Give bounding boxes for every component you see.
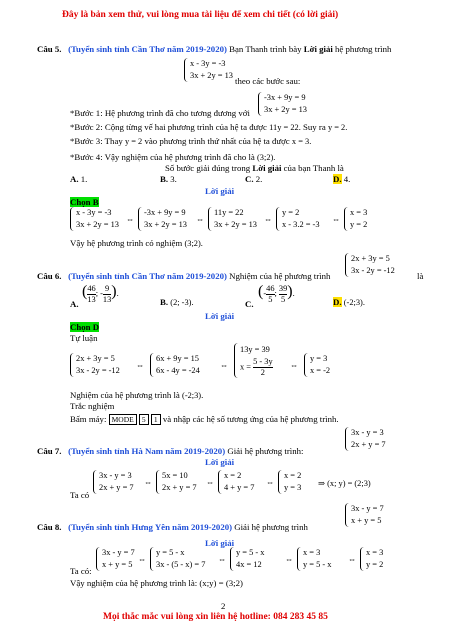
q5-opt-c-label: C. <box>245 174 254 184</box>
equiv-icon: ⇔ <box>332 215 341 224</box>
q5-step2-text: *Bước 2: Cộng từng vế hai phương trình của hệ ta được <box>70 122 267 132</box>
q8-c4b: y = 5 - x <box>303 560 332 569</box>
q5-opt-c-value: 2. <box>255 174 263 184</box>
question-7-heading <box>37 446 303 456</box>
q8-c1b: x + y = 5 <box>102 560 133 569</box>
equiv-icon: ⇔ <box>196 215 205 224</box>
header-banner: Đây là bản xem thử, vui lòng mua tài liệu để xem chi tiết (có lời giải) <box>62 10 339 20</box>
q6-tuluan: Tự luận <box>70 333 98 343</box>
q5-eq2: 3x + 2y = 13 <box>190 71 233 80</box>
q5-number: Câu 5. <box>37 44 62 54</box>
q5-step3-text2: vào phương trình thứ nhất của hệ ta được <box>144 136 290 146</box>
q8-number: Câu 8. <box>37 522 62 532</box>
q8-chain-2 <box>150 547 205 571</box>
q8-chain-4 <box>297 547 331 571</box>
q7-c4b: y = 3 <box>284 483 302 492</box>
key-5: 5 <box>139 414 149 425</box>
q6-c1a: 2x + 3y = 5 <box>76 354 115 363</box>
q5-step3-text: *Bước 3: Thay <box>70 136 123 146</box>
q5-concl-math: (3;2). <box>184 239 203 248</box>
q7-c3a: x = 2 <box>224 471 242 480</box>
q8-source: (Tuyển sinh tỉnh Hưng Yên năm 2019-2020) <box>68 522 233 532</box>
q5-eq4: 3x + 2y = 13 <box>264 105 307 114</box>
q6-loigiai: Lời giải <box>205 311 235 321</box>
q5-chon: Chọn B <box>70 197 99 207</box>
q5-c3b: 3x + 2y = 13 <box>214 220 257 229</box>
q5-ask2: Lời giải <box>252 163 282 173</box>
q5-c5a: x = 3 <box>350 208 368 217</box>
q6-source: (Tuyển sinh tỉnh Cần Thơ năm 2019-2020) <box>68 271 227 281</box>
q5-text3: theo các bước sau: <box>235 76 301 86</box>
q6-chain-4 <box>304 353 330 377</box>
q7-source: (Tuyển sinh tỉnh Hà Nam năm 2019-2020) <box>68 446 226 456</box>
q7-chain-1 <box>93 470 134 494</box>
equiv-icon: ⇔ <box>126 215 135 224</box>
q6-option-b[interactable] <box>160 297 194 307</box>
q6-nghiem-text: Nghiệm của hệ phương trình là <box>70 390 180 400</box>
q5-step4 <box>70 152 275 162</box>
equiv-icon: ⇔ <box>144 478 153 487</box>
q7-c2b: 2x + y = 7 <box>162 483 197 492</box>
q5-step1: *Bước 1: Hệ phương trình đã cho tương đương với <box>70 108 250 118</box>
equiv-icon: ⇔ <box>138 555 147 564</box>
q5-opt-b-value: 3. <box>170 174 177 184</box>
q7-c4a: x = 2 <box>284 471 302 480</box>
q6-chain-1 <box>70 353 120 377</box>
q5-c1b: 3x + 2y = 13 <box>76 220 119 229</box>
q6-number: Câu 6. <box>37 271 62 281</box>
q6-eq2: 3x - 2y = -12 <box>351 266 395 275</box>
q5-opt-d-value: 4. <box>343 174 351 184</box>
q8-c4a: x = 3 <box>303 548 321 557</box>
equiv-icon: ⇔ <box>264 215 273 224</box>
q6-opt-b-label: B. <box>160 297 169 307</box>
q5-step4-text: *Bước 4: Vậy nghiệm của hệ phương trình đã cho là <box>70 152 255 162</box>
q8-c1a: 3x - y = 7 <box>102 548 135 557</box>
q8-c5a: x = 3 <box>366 548 384 557</box>
q7-result: ⇒ (x; y) = (2;3) <box>318 479 371 488</box>
equiv-icon: ⇔ <box>266 478 275 487</box>
q7-text: Giải hệ phương trình: <box>227 446 304 456</box>
q5-step4-math: (3;2). <box>257 153 276 162</box>
q6-bam <box>70 414 339 424</box>
q6-c4a: y = 3 <box>310 354 328 363</box>
q5-c1a: x - 3y = -3 <box>76 208 112 217</box>
q7-c2a: 5x = 10 <box>162 471 188 480</box>
q5-text2: hệ phương trình <box>335 44 392 54</box>
q5-option-a[interactable] <box>70 174 87 184</box>
q5-chain-2 <box>138 207 187 231</box>
equiv-icon: ⇔ <box>285 555 294 564</box>
q5-system <box>184 58 233 82</box>
q5-chain-4 <box>276 207 320 231</box>
q5-option-d[interactable] <box>333 174 350 184</box>
q5-chain-1 <box>70 207 119 231</box>
q8-eq2: x + y = 5 <box>351 516 382 525</box>
q5-ask3: của bạn Thanh là <box>283 163 344 173</box>
q5-c2a: -3x + 9y = 9 <box>144 208 186 217</box>
q5-option-b[interactable] <box>160 174 177 184</box>
q6-nghiem-math: (-2;3) <box>182 391 202 400</box>
q5-c3a: 11y = 22 <box>214 208 244 217</box>
q5-step2-suy: Suy ra <box>303 122 326 132</box>
q7-loigiai: Lời giải <box>205 457 235 467</box>
q5-opt-b-label: B. <box>160 174 169 184</box>
q7-c1a: 3x - y = 3 <box>99 471 132 480</box>
q6-eq1: 2x + 3y = 5 <box>351 254 390 263</box>
q5-c4b: x - 3.2 = -3 <box>282 220 320 229</box>
q5-c4a: y = 2 <box>282 208 300 217</box>
q6-c1b: 3x - 2y = -12 <box>76 366 120 375</box>
q5-source: (Tuyển sinh tỉnh Cần Thơ năm 2019-2020) <box>68 44 227 54</box>
q5-eq3: -3x + 9y = 9 <box>264 93 306 102</box>
equiv-icon: ⇔ <box>290 361 299 370</box>
q8-text: Giải hệ phương trình <box>234 522 308 532</box>
q5-loigiai: Lời giải <box>205 186 235 196</box>
page-number: 2 <box>221 601 226 611</box>
q6-opt-a-label: A. <box>70 299 79 309</box>
q8-conclusion: Vậy nghiệm của hệ phương trình là: (x;y) = (3;2) <box>70 578 243 588</box>
q6-chon: Chọn D <box>70 322 100 332</box>
q5-opt-a-label: A. <box>70 174 79 184</box>
key-1: 1 <box>151 414 161 425</box>
equiv-icon: ⇔ <box>348 555 357 564</box>
q6-opt-c-value: (- 46 5; 39 5 ). <box>258 283 295 304</box>
q5-c5b: y = 2 <box>350 220 368 229</box>
q8-c2b: 3x - (5 - x) = 7 <box>156 560 206 569</box>
q5-concl-text: Vậy hệ phương trình có nghiệm <box>70 238 183 248</box>
q6-c2a: 6x + 9y = 15 <box>156 354 199 363</box>
q5-text: Bạn Thanh trình bày <box>229 44 302 54</box>
q6-option-a[interactable] <box>70 299 79 309</box>
q8-loigiai: Lời giải <box>205 538 235 548</box>
q5-step3 <box>70 136 311 146</box>
q7-chain-4 <box>278 470 301 494</box>
footer-banner: Mọi thắc mắc vui lòng xin liên hệ hotline: 084 283 45 85 <box>103 612 328 622</box>
q5-eq1: x - 3y = -3 <box>190 59 226 68</box>
q6-system <box>345 253 395 277</box>
q5-chain-3 <box>208 207 257 231</box>
q7-c3b: 4 + y = 7 <box>224 483 255 492</box>
q5-step3-res: x = 3. <box>291 137 312 146</box>
question-8-heading <box>37 522 308 532</box>
q8-c2a: y = 5 - x <box>156 548 185 557</box>
q6-opt-d-value: (-2;3). <box>343 298 365 307</box>
q6-bam-text: Bấm máy: <box>70 414 107 424</box>
q5-bold: Lời giải <box>303 44 333 54</box>
q6-text: Nghiệm của hệ phương trình <box>229 271 331 281</box>
q8-c3b: 4x = 12 <box>236 560 262 569</box>
q6-option-c[interactable] <box>245 299 254 309</box>
equiv-icon: ⇔ <box>218 555 227 564</box>
q8-system <box>345 503 384 527</box>
q6-chain-2 <box>150 353 200 377</box>
q5-step3-math: y = 2 <box>124 137 143 146</box>
q8-c5b: y = 2 <box>366 560 384 569</box>
q5-chain-5 <box>344 207 367 231</box>
q8-chain-5 <box>360 547 383 571</box>
q5-c2b: 3x + 2y = 13 <box>144 220 187 229</box>
q6-chain-3 <box>234 343 273 378</box>
q6-c4b: x = -2 <box>310 366 331 375</box>
q7-taco: Ta có <box>70 490 90 500</box>
mode-key: MODE <box>109 414 137 425</box>
question-6-heading <box>37 271 330 281</box>
q6-c3b: x = 5 - 3y 2 <box>240 357 273 377</box>
question-5-heading <box>37 44 391 54</box>
q7-system <box>345 427 386 451</box>
q6-opt-b-value: (2; -3). <box>170 298 194 307</box>
q7-c1b: 2x + y = 7 <box>99 483 134 492</box>
q6-opt-a-value: ( 46 13; - 9 13). <box>82 283 119 304</box>
equiv-icon: ⇔ <box>206 478 215 487</box>
q5-step2-math: 11y = 22. <box>269 123 301 132</box>
q5-step2-res: y = 2. <box>327 123 348 132</box>
q7-eq2: 2x + y = 7 <box>351 440 386 449</box>
q6-tracnghiem: Trắc nghiệm <box>70 401 115 411</box>
equiv-icon: ⇔ <box>220 361 229 370</box>
q5-system2 <box>258 92 307 116</box>
q6-opt-c-label: C. <box>245 299 254 309</box>
q6-option-d[interactable] <box>333 297 365 307</box>
q7-chain-3 <box>218 470 254 494</box>
q6-la: là <box>417 271 424 281</box>
q8-chain-3 <box>230 547 264 571</box>
q6-nghiem: Nghiệm của hệ phương trình là (-2;3). <box>70 390 204 400</box>
q7-eq1: 3x - y = 3 <box>351 428 384 437</box>
q6-opt-d-label: D. <box>333 297 342 307</box>
q5-step2 <box>70 122 347 132</box>
q5-opt-d-label: D. <box>333 174 342 184</box>
q5-conclusion <box>70 238 203 248</box>
q6-c3a: 13y = 39 <box>240 345 270 354</box>
q5-opt-a-value: 1. <box>80 174 88 184</box>
q5-ask1: Số bước giải đúng trong <box>165 163 251 173</box>
q5-ask <box>165 163 344 173</box>
q8-c3a: y = 5 - x <box>236 548 265 557</box>
q8-chain-1 <box>96 547 135 571</box>
q6-bam2: và nhập các hệ số tương ứng của hệ phương trình. <box>162 414 339 424</box>
equiv-icon: ⇔ <box>136 361 145 370</box>
q5-option-c[interactable] <box>245 174 262 184</box>
q7-number: Câu 7. <box>37 446 62 456</box>
q8-taco: Ta có: <box>70 566 92 576</box>
q6-c2b: 6x - 4y = -24 <box>156 366 200 375</box>
q7-chain-2 <box>156 470 197 494</box>
q8-eq1: 3x - y = 7 <box>351 504 384 513</box>
